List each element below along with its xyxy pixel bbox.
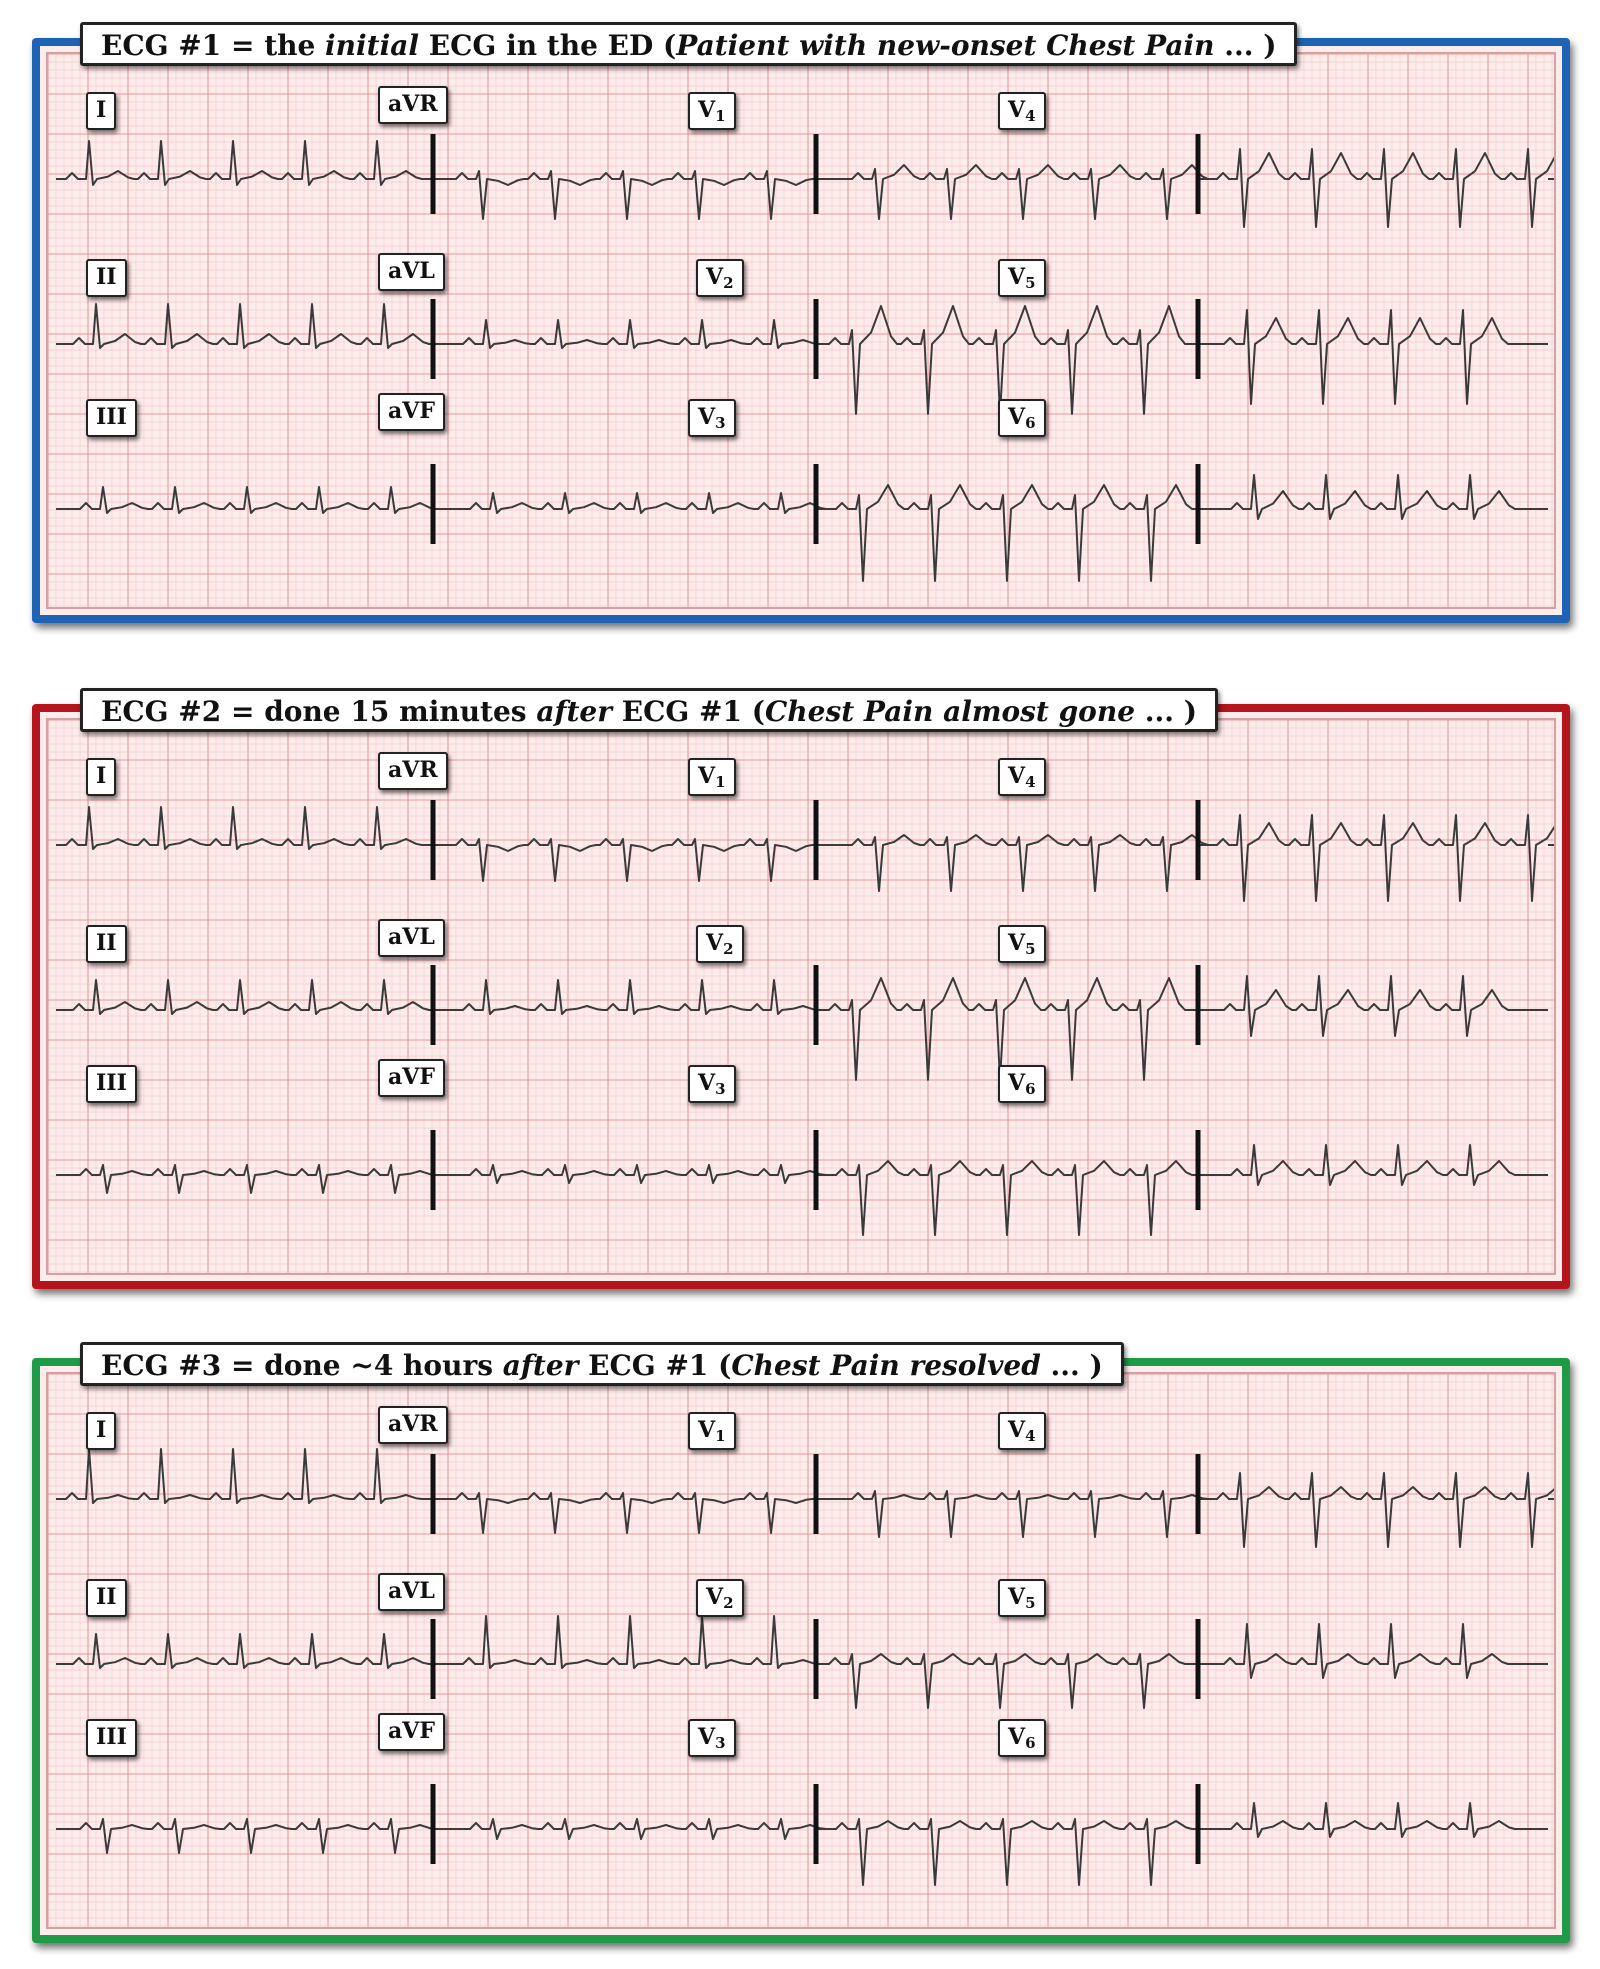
lead-name: II <box>96 1584 117 1610</box>
lead-label <box>688 92 736 130</box>
ecg-tracing-1 <box>48 54 1554 607</box>
lead-label <box>86 1579 127 1617</box>
panel-title: ECG #3 = done ~4 hours after ECG #1 (Chest Pain resolved ... ) <box>80 1342 1124 1386</box>
lead-name: aVL <box>388 258 435 284</box>
ecg-trace <box>1198 475 1548 519</box>
lead-subscript: 4 <box>1025 107 1036 125</box>
ecg-tracing-3 <box>48 1374 1554 1927</box>
ecg-paper <box>46 52 1556 609</box>
ecg-trace <box>816 1819 1198 1885</box>
lead-name: aVL <box>388 924 435 950</box>
lead-name: V <box>698 1417 716 1443</box>
lead-name: I <box>96 97 107 123</box>
lead-name: V <box>698 763 716 789</box>
lead-label <box>998 92 1046 130</box>
ecg-trace <box>433 1616 823 1668</box>
lead-label <box>688 758 736 796</box>
lead-subscript: 1 <box>715 773 726 791</box>
lead-subscript: 4 <box>1025 1427 1036 1445</box>
lead-subscript: 3 <box>715 1734 726 1752</box>
lead-subscript: 2 <box>723 274 734 292</box>
lead-name: III <box>96 1724 127 1750</box>
lead-label <box>378 86 448 124</box>
lead-name: aVR <box>388 91 438 117</box>
lead-label <box>378 393 445 431</box>
ecg-paper <box>46 1372 1556 1929</box>
lead-label <box>998 1065 1046 1103</box>
lead-name: V <box>698 1070 716 1096</box>
lead-label <box>688 1412 736 1450</box>
lead-subscript: 5 <box>1025 940 1036 958</box>
lead-subscript: 5 <box>1025 1594 1036 1612</box>
lead-label <box>998 925 1046 963</box>
ecg-trace <box>433 839 816 881</box>
lead-subscript: 3 <box>715 1080 726 1098</box>
ecg-trace <box>1198 1145 1548 1185</box>
lead-label <box>378 253 445 291</box>
ecg-grid <box>48 1374 1554 1927</box>
ecg-trace <box>56 1449 433 1503</box>
lead-label <box>86 758 116 796</box>
lead-name: V <box>1008 1724 1026 1750</box>
ecg-tracing-2 <box>48 720 1554 1273</box>
ecg-panel-2 <box>32 695 1570 1289</box>
lead-label <box>86 925 127 963</box>
lead-name: II <box>96 264 117 290</box>
ecg-grid <box>48 720 1554 1273</box>
lead-label <box>696 1579 744 1617</box>
lead-name: V <box>1008 264 1026 290</box>
lead-label <box>998 1412 1046 1450</box>
lead-name: V <box>698 1724 716 1750</box>
ecg-trace <box>433 171 816 219</box>
lead-label <box>378 1573 445 1611</box>
lead-subscript: 6 <box>1025 414 1036 432</box>
ecg-grid <box>48 54 1554 607</box>
lead-label <box>86 1719 137 1757</box>
lead-label <box>378 752 448 790</box>
lead-label <box>696 925 744 963</box>
lead-label <box>378 919 445 957</box>
lead-subscript: 6 <box>1025 1080 1036 1098</box>
ecg-trace <box>816 1491 1212 1537</box>
lead-name: aVF <box>388 1064 435 1090</box>
ecg-trace <box>816 835 1212 891</box>
lead-label <box>998 1719 1046 1757</box>
lead-label <box>688 1065 736 1103</box>
lead-name: V <box>1008 404 1026 430</box>
lead-subscript: 3 <box>715 414 726 432</box>
ecg-trace <box>56 1634 433 1668</box>
lead-subscript: 6 <box>1025 1734 1036 1752</box>
lead-name: aVF <box>388 1718 435 1744</box>
ecg-trace <box>433 1165 830 1183</box>
panel-title: ECG #2 = done 15 minutes after ECG #1 (Chest Pain almost gone ... ) <box>80 688 1218 732</box>
panel-title: ECG #1 = the initial ECG in the ED (Patient with new-onset Chest Pain ... ) <box>80 22 1297 66</box>
lead-name: V <box>706 930 724 956</box>
lead-name: V <box>1008 930 1026 956</box>
lead-label <box>696 259 744 297</box>
lead-name: I <box>96 1417 107 1443</box>
lead-name: V <box>1008 763 1026 789</box>
lead-label <box>378 1713 445 1751</box>
lead-subscript: 2 <box>723 1594 734 1612</box>
lead-name: V <box>698 404 716 430</box>
ecg-trace <box>816 165 1212 219</box>
lead-label <box>688 1719 736 1757</box>
lead-label <box>998 259 1046 297</box>
ecg-trace <box>56 141 433 185</box>
lead-name: aVR <box>388 1411 438 1437</box>
lead-name: V <box>706 264 724 290</box>
lead-subscript: 5 <box>1025 274 1036 292</box>
lead-label <box>86 1065 137 1103</box>
lead-label <box>998 399 1046 437</box>
lead-name: aVR <box>388 757 438 783</box>
lead-subscript: 2 <box>723 940 734 958</box>
lead-name: III <box>96 404 127 430</box>
lead-label <box>378 1059 445 1097</box>
lead-name: V <box>706 1584 724 1610</box>
ecg-paper <box>46 718 1556 1275</box>
ecg-trace <box>56 980 433 1014</box>
lead-name: II <box>96 930 117 956</box>
ecg-trace <box>816 485 1198 581</box>
lead-name: aVL <box>388 1578 435 1604</box>
lead-label <box>86 92 116 130</box>
ecg-trace <box>1198 1803 1548 1837</box>
lead-label <box>378 1406 448 1444</box>
ecg-trace <box>56 807 433 849</box>
lead-name: V <box>1008 97 1026 123</box>
lead-label <box>86 399 137 437</box>
ecg-trace <box>433 1493 816 1533</box>
lead-name: aVF <box>388 398 435 424</box>
lead-subscript: 1 <box>715 1427 726 1445</box>
lead-name: III <box>96 1070 127 1096</box>
ecg-panel-1 <box>32 29 1570 623</box>
lead-label <box>998 1579 1046 1617</box>
ecg-panel-3 <box>32 1349 1570 1943</box>
lead-name: V <box>1008 1584 1026 1610</box>
lead-name: V <box>1008 1417 1026 1443</box>
lead-subscript: 1 <box>715 107 726 125</box>
lead-name: I <box>96 763 107 789</box>
lead-label <box>688 399 736 437</box>
ecg-trace <box>433 980 823 1014</box>
lead-name: V <box>1008 1070 1026 1096</box>
ecg-trace <box>1198 976 1548 1036</box>
lead-label <box>998 758 1046 796</box>
lead-name: V <box>698 97 716 123</box>
lead-label <box>86 1412 116 1450</box>
lead-label <box>86 259 127 297</box>
lead-subscript: 4 <box>1025 773 1036 791</box>
